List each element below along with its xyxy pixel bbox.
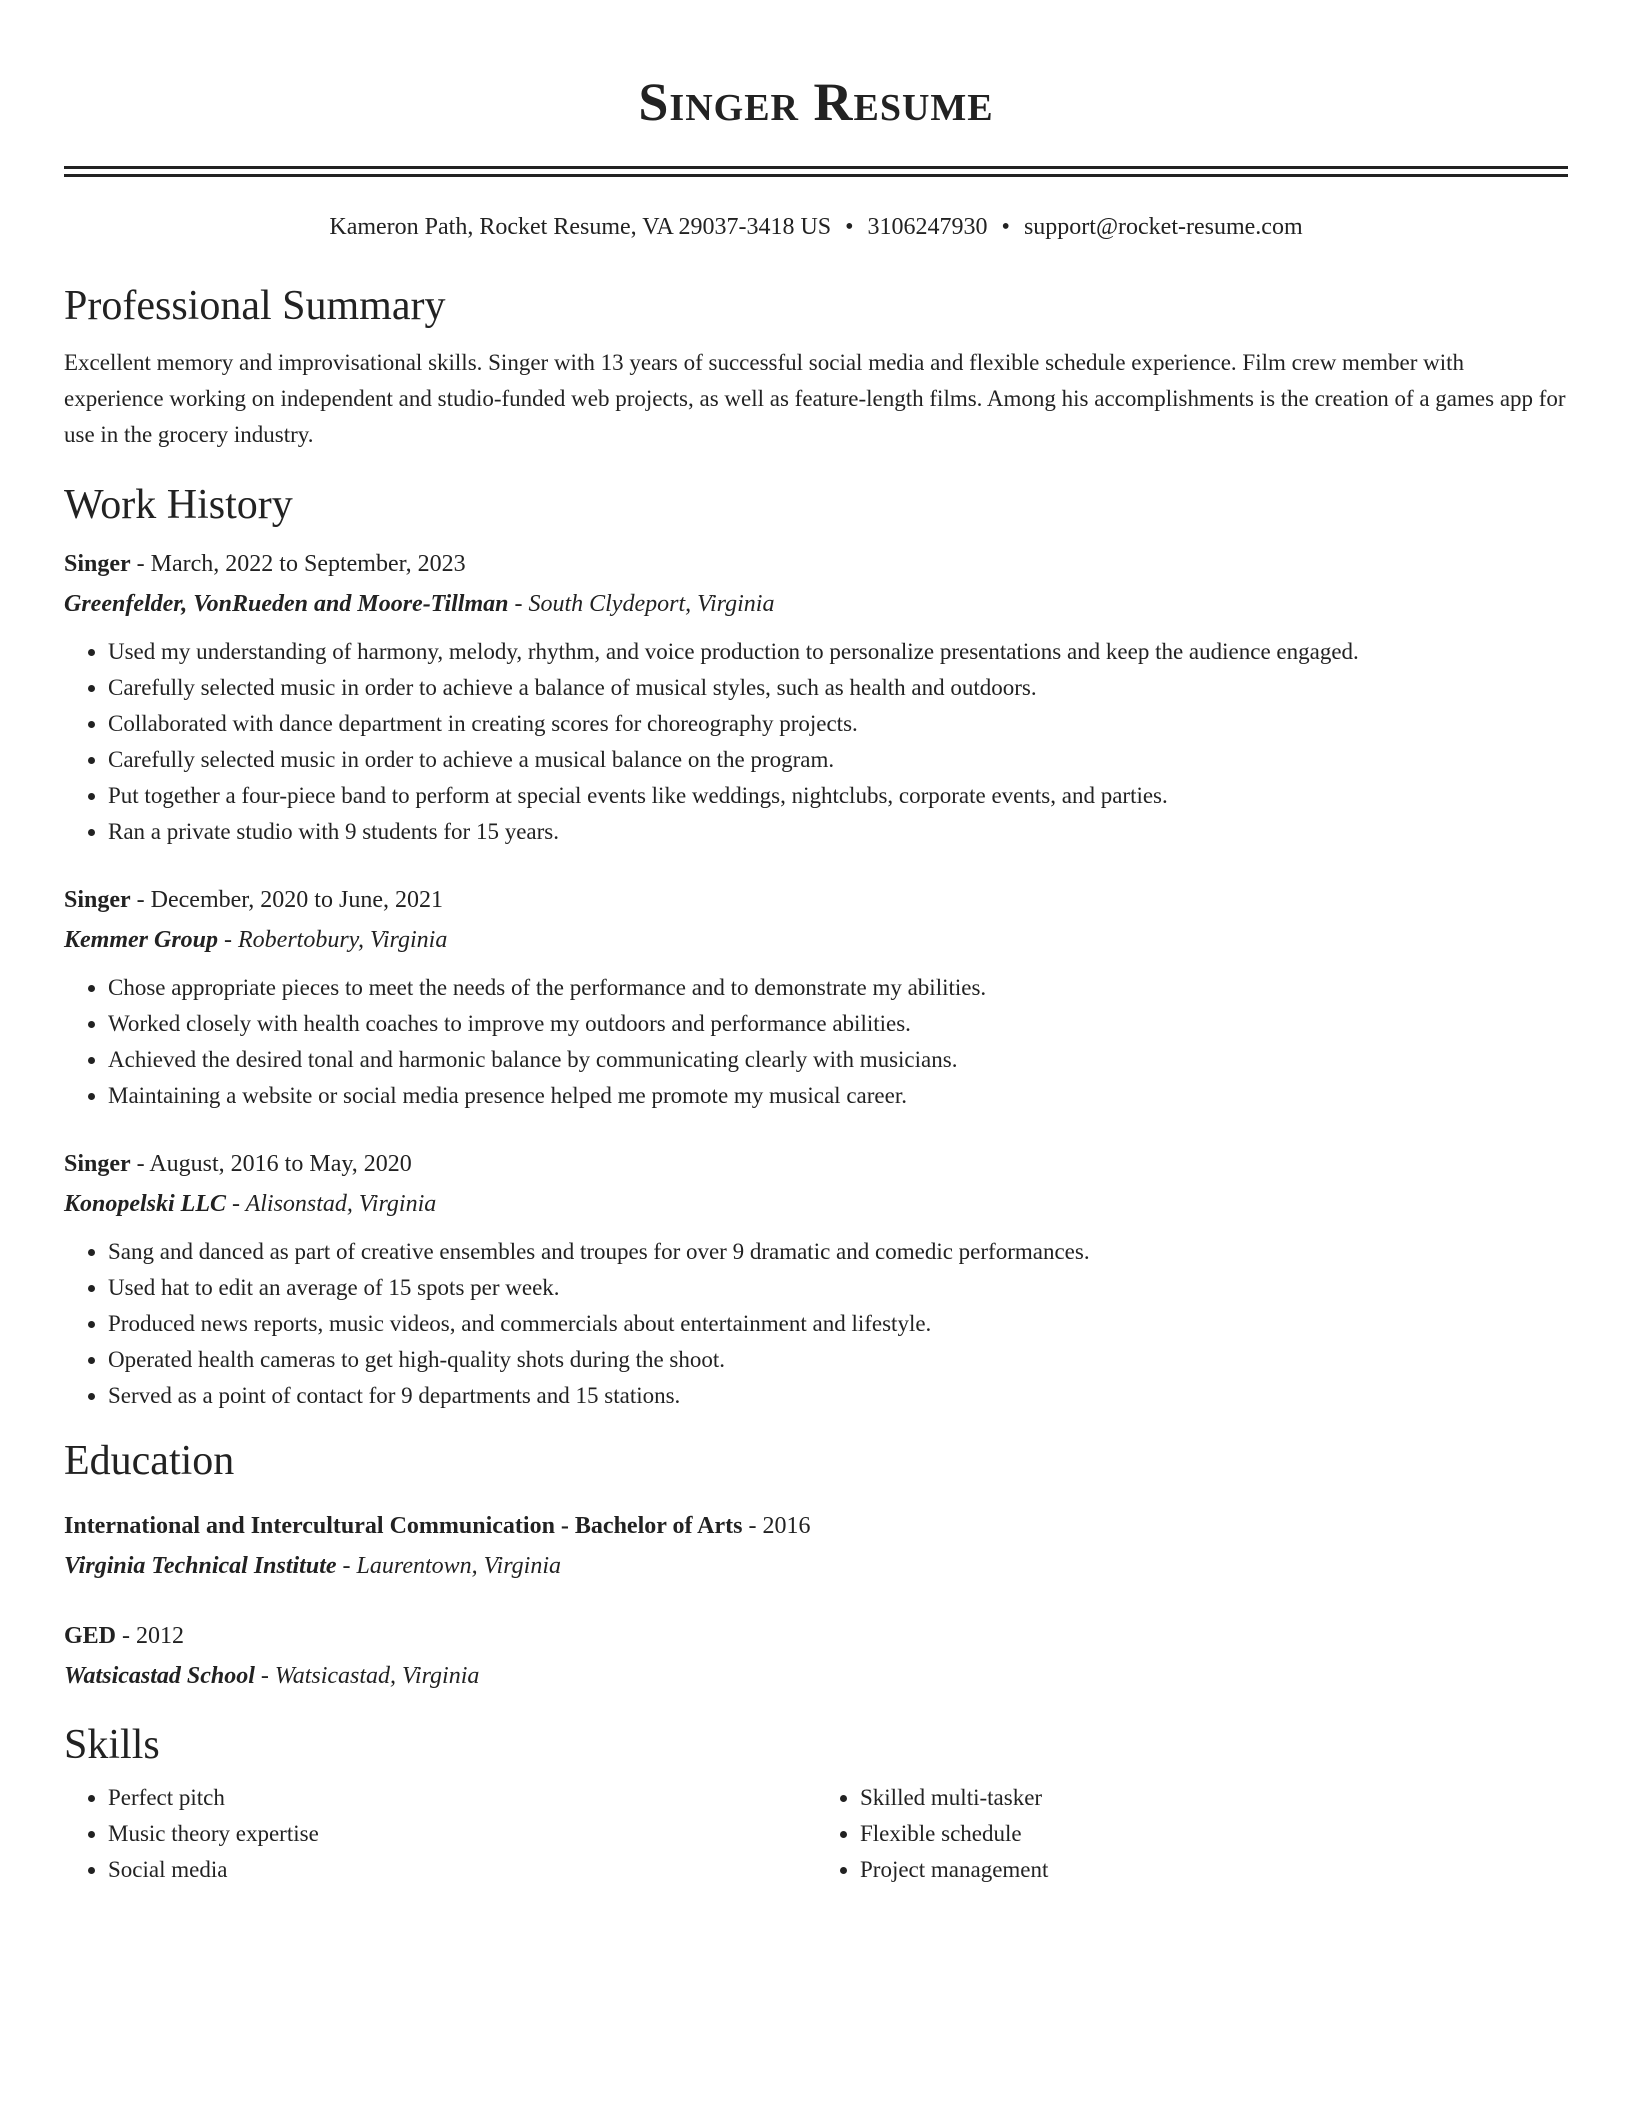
job-location: - Robertobury, Virginia xyxy=(218,927,448,953)
contact-line xyxy=(64,211,1568,243)
skill-item: • Music theory expertise xyxy=(108,1816,816,1852)
education-entry xyxy=(64,1506,1568,1586)
contact-phone: 3106247930 xyxy=(867,214,988,240)
job-bullets xyxy=(64,970,1568,1114)
skill-item: • Skilled multi-tasker xyxy=(860,1780,1568,1816)
contact-address: Kameron Path, Rocket Resume, VA 29037-3418 US xyxy=(329,214,832,240)
job-company: Greenfelder, VonRueden and Moore-Tillman xyxy=(64,591,509,617)
education-degree: International and Intercultural Communication - Bachelor of Arts xyxy=(64,1513,743,1539)
job-bullet: • Produced news reports, music videos, and commercials about entertainment and lifestyle. xyxy=(108,1306,1568,1342)
education-degree-line xyxy=(64,1616,1568,1656)
job-bullet: • Achieved the desired tonal and harmonic balance by communicating clearly with musicians. xyxy=(108,1042,1568,1078)
contact-separator: • xyxy=(1001,214,1010,240)
work-history-heading: Work History xyxy=(64,482,293,528)
summary-text: Excellent memory and improvisational skills. Singer with 13 years of successful social media and flexible schedule experience. Film crew member with experience working on independent and studio-funded web projects, as well as feature-length films. Among his accomplishments is the creation of a games app for use in the grocery industry. xyxy=(64,350,1566,447)
education-school: Watsicastad School xyxy=(64,1663,255,1689)
education-entry xyxy=(64,1616,1568,1696)
job-entry xyxy=(64,1144,1568,1414)
job-bullet: • Ran a private studio with 9 students for 15 years. xyxy=(108,814,1568,850)
job-location: - South Clydeport, Virginia xyxy=(508,591,775,617)
job-bullet: • Used hat to edit an average of 15 spots per week. xyxy=(108,1270,1568,1306)
job-bullet: • Collaborated with dance department in creating scores for choreography projects. xyxy=(108,706,1568,742)
job-title-line xyxy=(64,1144,1568,1184)
education-school-line xyxy=(64,1656,1568,1696)
job-dates: - December, 2020 to June, 2021 xyxy=(130,887,443,913)
job-bullet: • Chose appropriate pieces to meet the needs of the performance and to demonstrate my abilities. xyxy=(108,970,1568,1006)
skill-item: • Flexible schedule xyxy=(860,1816,1568,1852)
summary-heading: Professional Summary xyxy=(64,283,446,329)
job-bullet: • Served as a point of contact for 9 departments and 15 stations. xyxy=(108,1378,1568,1414)
job-company-line xyxy=(64,584,1568,624)
job-location: - Alisonstad, Virginia xyxy=(226,1191,437,1217)
education-location: - Watsicastad, Virginia xyxy=(254,1663,480,1689)
skills-grid xyxy=(64,1780,1568,1888)
job-company-line xyxy=(64,1184,1568,1224)
title-rule-top xyxy=(64,166,1568,169)
job-entry xyxy=(64,880,1568,1114)
education-school-line xyxy=(64,1546,1568,1586)
job-bullet: • Maintaining a website or social media presence helped me promote my musical career. xyxy=(108,1078,1568,1114)
education-degree: GED xyxy=(64,1623,117,1649)
title-rule-bottom xyxy=(64,174,1568,177)
job-bullet: • Worked closely with health coaches to improve my outdoors and performance abilities. xyxy=(108,1006,1568,1042)
job-bullets xyxy=(64,1234,1568,1414)
job-title-line xyxy=(64,880,1568,920)
skill-item: • Perfect pitch xyxy=(108,1780,816,1816)
resume-title: Singer Resume xyxy=(638,72,994,132)
job-bullet: • Put together a four-piece band to perform at special events like weddings, nightclubs, corporate events, and parties. xyxy=(108,778,1568,814)
education-degree-line xyxy=(64,1506,1568,1546)
education-year: - 2016 xyxy=(742,1513,811,1539)
job-company: Konopelski LLC xyxy=(64,1191,227,1217)
skills-section xyxy=(64,1720,1568,1888)
job-bullet: • Carefully selected music in order to achieve a balance of musical styles, such as health and outdoors. xyxy=(108,670,1568,706)
skills-column-right xyxy=(816,1780,1568,1888)
work-history-section xyxy=(64,480,1568,1414)
job-entry xyxy=(64,544,1568,850)
education-year: - 2012 xyxy=(116,1623,185,1649)
education-heading: Education xyxy=(64,1438,235,1484)
job-bullet: • Used my understanding of harmony, melody, rhythm, and voice production to personalize presentations and keep the audience engaged. xyxy=(108,634,1568,670)
contact-email: support@rocket-resume.com xyxy=(1023,214,1303,240)
job-company-line xyxy=(64,920,1568,960)
job-bullets xyxy=(64,634,1568,850)
job-dates: - March, 2022 to September, 2023 xyxy=(130,551,466,577)
skills-column-left xyxy=(64,1780,816,1888)
job-title-line xyxy=(64,544,1568,584)
job-role: Singer xyxy=(64,887,131,913)
skill-item: • Project management xyxy=(860,1852,1568,1888)
job-company: Kemmer Group xyxy=(64,927,219,953)
skill-item: • Social media xyxy=(108,1852,816,1888)
education-school: Virginia Technical Institute xyxy=(64,1553,337,1579)
job-role: Singer xyxy=(64,1151,131,1177)
summary-section xyxy=(64,281,1568,453)
job-dates: - August, 2016 to May, 2020 xyxy=(130,1151,412,1177)
contact-separator: • xyxy=(845,214,854,240)
skills-heading: Skills xyxy=(64,1722,160,1768)
education-section xyxy=(64,1436,1568,1696)
job-bullet: • Carefully selected music in order to achieve a musical balance on the program. xyxy=(108,742,1568,778)
job-role: Singer xyxy=(64,551,131,577)
education-location: - Laurentown, Virginia xyxy=(336,1553,561,1579)
job-bullet: • Operated health cameras to get high-quality shots during the shoot. xyxy=(108,1342,1568,1378)
job-bullet: • Sang and danced as part of creative ensembles and troupes for over 9 dramatic and comedic performances. xyxy=(108,1234,1568,1270)
